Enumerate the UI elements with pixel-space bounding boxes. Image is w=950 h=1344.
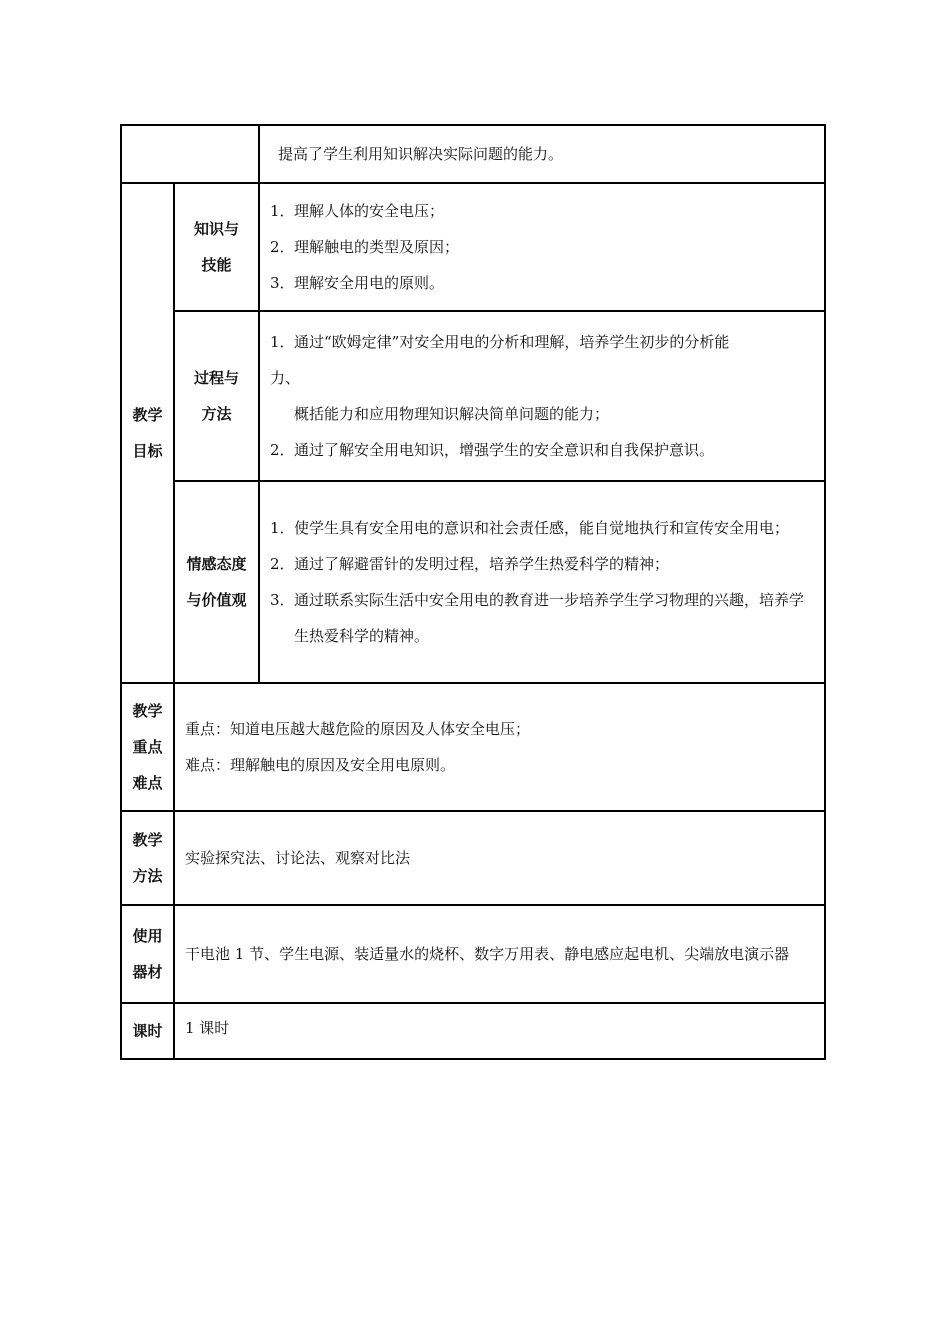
knowledge-label-line2: 技能 [201, 256, 232, 274]
method-label-line1: 教学 [132, 831, 163, 849]
attitude-label-line1: 情感态度 [186, 555, 247, 573]
item-number: 3． [270, 274, 295, 292]
item-text: 通过联系实际生活中安全用电的教育进一步培养学生学习物理的兴趣，培养学生热爱科学的精神。 [294, 591, 805, 645]
item-number: 1． [270, 519, 295, 537]
hours-row [121, 1003, 825, 1059]
hours-label-text: 课时 [132, 1022, 163, 1040]
attitude-list [270, 510, 818, 654]
process-content [259, 311, 825, 481]
continuation-cell [259, 125, 825, 183]
method-content [174, 811, 825, 905]
item-number: 2． [270, 238, 295, 256]
keypoints-label [121, 683, 174, 811]
item-text: 通过了解避雷针的发明过程，培养学生热爱科学的精神； [294, 555, 670, 573]
item-text: 力、 [270, 369, 301, 387]
process-list [270, 324, 818, 468]
knowledge-row [121, 183, 825, 311]
item-number: 2． [270, 555, 295, 573]
continuation-text: 提高了学生利用知识解决实际问题的能力。 [278, 145, 564, 163]
list-item [270, 324, 818, 360]
item-number: 2． [270, 441, 295, 459]
attitude-label [174, 481, 259, 683]
knowledge-label [174, 183, 259, 311]
item-text: 理解安全用电的原则。 [294, 274, 445, 292]
attitude-label-line2: 与价值观 [186, 591, 247, 609]
knowledge-content [259, 183, 825, 311]
keypoints-label-line3: 难点 [132, 774, 163, 792]
list-item [270, 432, 818, 468]
process-label [174, 311, 259, 481]
keypoints-label-line2: 重点 [132, 738, 163, 756]
process-row [121, 311, 825, 481]
list-item [270, 193, 818, 229]
item-text: 通过了解安全用电知识，增强学生的安全意识和自我保护意识。 [294, 441, 715, 459]
objectives-label-line2: 目标 [132, 442, 163, 460]
lesson-plan-table [120, 124, 826, 1060]
method-label [121, 811, 174, 905]
equipment-content [174, 905, 825, 1003]
hours-label [121, 1003, 174, 1059]
item-text: 理解人体的安全电压； [294, 202, 445, 220]
method-text: 实验探究法、讨论法、观察对比法 [185, 849, 411, 867]
list-item-continuation [270, 396, 818, 432]
keypoints-label-line1: 教学 [132, 702, 163, 720]
attitude-row [121, 481, 825, 683]
item-number: 3． [270, 591, 295, 609]
objectives-label-line1: 教学 [132, 406, 163, 424]
list-item [270, 265, 818, 301]
process-label-line1: 过程与 [193, 369, 239, 387]
attitude-content [259, 481, 825, 683]
equipment-text: 干电池 1 节、学生电源、装适量水的烧杯、数字万用表、静电感应起电机、尖端放电演示器 [185, 945, 790, 963]
list-item [270, 546, 818, 582]
equipment-label-line2: 器材 [132, 963, 163, 981]
difficult-point-text: 难点：理解触电的原因及安全用电原则。 [185, 756, 456, 774]
item-text: 理解触电的类型及原因； [294, 238, 460, 256]
item-text: 使学生具有安全用电的意识和社会责任感，能自觉地执行和宣传安全用电； [294, 519, 790, 537]
equipment-label [121, 905, 174, 1003]
knowledge-label-line1: 知识与 [193, 220, 239, 238]
continuation-row [121, 125, 825, 183]
list-item [270, 582, 818, 654]
equipment-label-line1: 使用 [132, 927, 163, 945]
knowledge-list [270, 193, 818, 301]
method-label-line2: 方法 [132, 867, 163, 885]
item-number: 1． [270, 333, 295, 351]
equipment-row [121, 905, 825, 1003]
list-item-continuation [270, 360, 818, 396]
method-row [121, 811, 825, 905]
key-point-text: 重点：知道电压越大越危险的原因及人体安全电压； [185, 720, 531, 738]
empty-label-cell [121, 125, 259, 183]
item-number: 1． [270, 202, 295, 220]
item-text: 通过“欧姆定律”对安全用电的分析和理解，培养学生初步的分析能 [294, 333, 730, 351]
keypoints-content [174, 683, 825, 811]
hours-text: 1 课时 [185, 1019, 230, 1037]
list-item [270, 510, 818, 546]
item-text: 概括能力和应用物理知识解决简单问题的能力； [294, 405, 610, 423]
keypoints-row [121, 683, 825, 811]
process-label-line2: 方法 [201, 405, 232, 423]
list-item [270, 229, 818, 265]
hours-content [174, 1003, 825, 1059]
objectives-label [121, 183, 174, 683]
